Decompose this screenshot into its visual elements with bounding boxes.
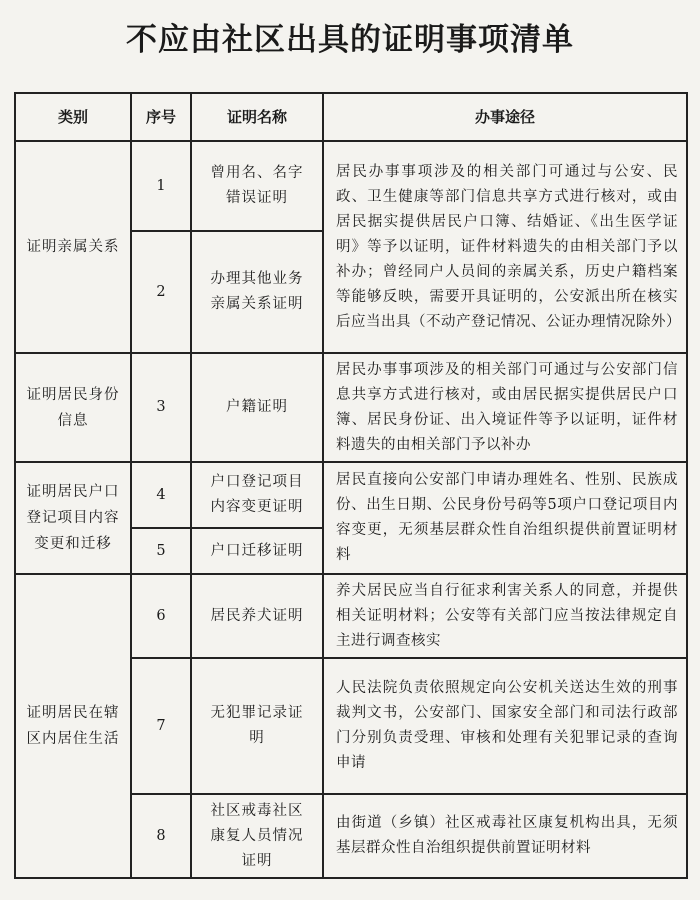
certificate-name: 户口迁移证明 <box>191 528 323 574</box>
table-row <box>15 141 687 231</box>
header-number: 序号 <box>131 93 191 141</box>
table-row <box>15 574 687 658</box>
row-number: 7 <box>131 658 191 794</box>
row-number: 1 <box>131 141 191 231</box>
header-category: 类别 <box>15 93 131 141</box>
certificate-table <box>14 92 688 879</box>
route-text: 居民办事事项涉及的相关部门可通过与公安部门信息共享方式进行核对，或由居民据实提供居民户口簿、居民身份证、出入境证件等予以证明，证件材料遗失的由相关部门予以补办 <box>323 353 687 462</box>
certificate-name: 无犯罪记录证明 <box>191 658 323 794</box>
route-text: 人民法院负责依照规定向公安机关送达生效的刑事裁判文书，公安部门、国家安全部门和司法行政部门分别负责受理、审核和处理有关犯罪记录的查询申请 <box>323 658 687 794</box>
certificate-name: 办理其他业务亲属关系证明 <box>191 231 323 353</box>
row-number: 3 <box>131 353 191 462</box>
category-cell: 证明居民身份信息 <box>15 353 131 462</box>
certificate-name: 户籍证明 <box>191 353 323 462</box>
table-row <box>15 353 687 462</box>
certificate-name: 社区戒毒社区康复人员情况证明 <box>191 794 323 878</box>
table-row <box>15 462 687 528</box>
table-header-row <box>15 93 687 141</box>
route-text: 居民直接向公安部门申请办理姓名、性别、民族成份、出生日期、公民身份号码等5项户口登记项目内容变更，无须基层群众性自治组织提供前置证明材料 <box>323 462 687 574</box>
header-route: 办事途径 <box>323 93 687 141</box>
page-title: 不应由社区出具的证明事项清单 <box>126 22 574 58</box>
route-text: 居民办事事项涉及的相关部门可通过与公安、民政、卫生健康等部门信息共享方式进行核对，或由居民据实提供居民户口簿、结婚证、《出生医学证明》等予以证明，证件材料遗失的由相关部门予以补办；曾经同户人员间的亲属关系，历史户籍档案等能够反映，需要开具证明的，公安派出所在核实后应当出具（不动产登记情况、公证办理情况除外） <box>323 141 687 353</box>
certificate-name: 曾用名、名字错误证明 <box>191 141 323 231</box>
certificate-name: 居民养犬证明 <box>191 574 323 658</box>
header-name: 证明名称 <box>191 93 323 141</box>
route-text: 由街道（乡镇）社区戒毒社区康复机构出具，无须基层群众性自治组织提供前置证明材料 <box>323 794 687 878</box>
category-cell: 证明居民户口登记项目内容变更和迁移 <box>15 462 131 574</box>
row-number: 5 <box>131 528 191 574</box>
route-text: 养犬居民应当自行征求利害关系人的同意，并提供相关证明材料；公安等有关部门应当按法律规定自主进行调查核实 <box>323 574 687 658</box>
category-cell: 证明居民在辖区内居住生活 <box>15 574 131 878</box>
row-number: 8 <box>131 794 191 878</box>
row-number: 2 <box>131 231 191 353</box>
row-number: 6 <box>131 574 191 658</box>
row-number: 4 <box>131 462 191 528</box>
certificate-name: 户口登记项目内容变更证明 <box>191 462 323 528</box>
category-cell: 证明亲属关系 <box>15 141 131 353</box>
